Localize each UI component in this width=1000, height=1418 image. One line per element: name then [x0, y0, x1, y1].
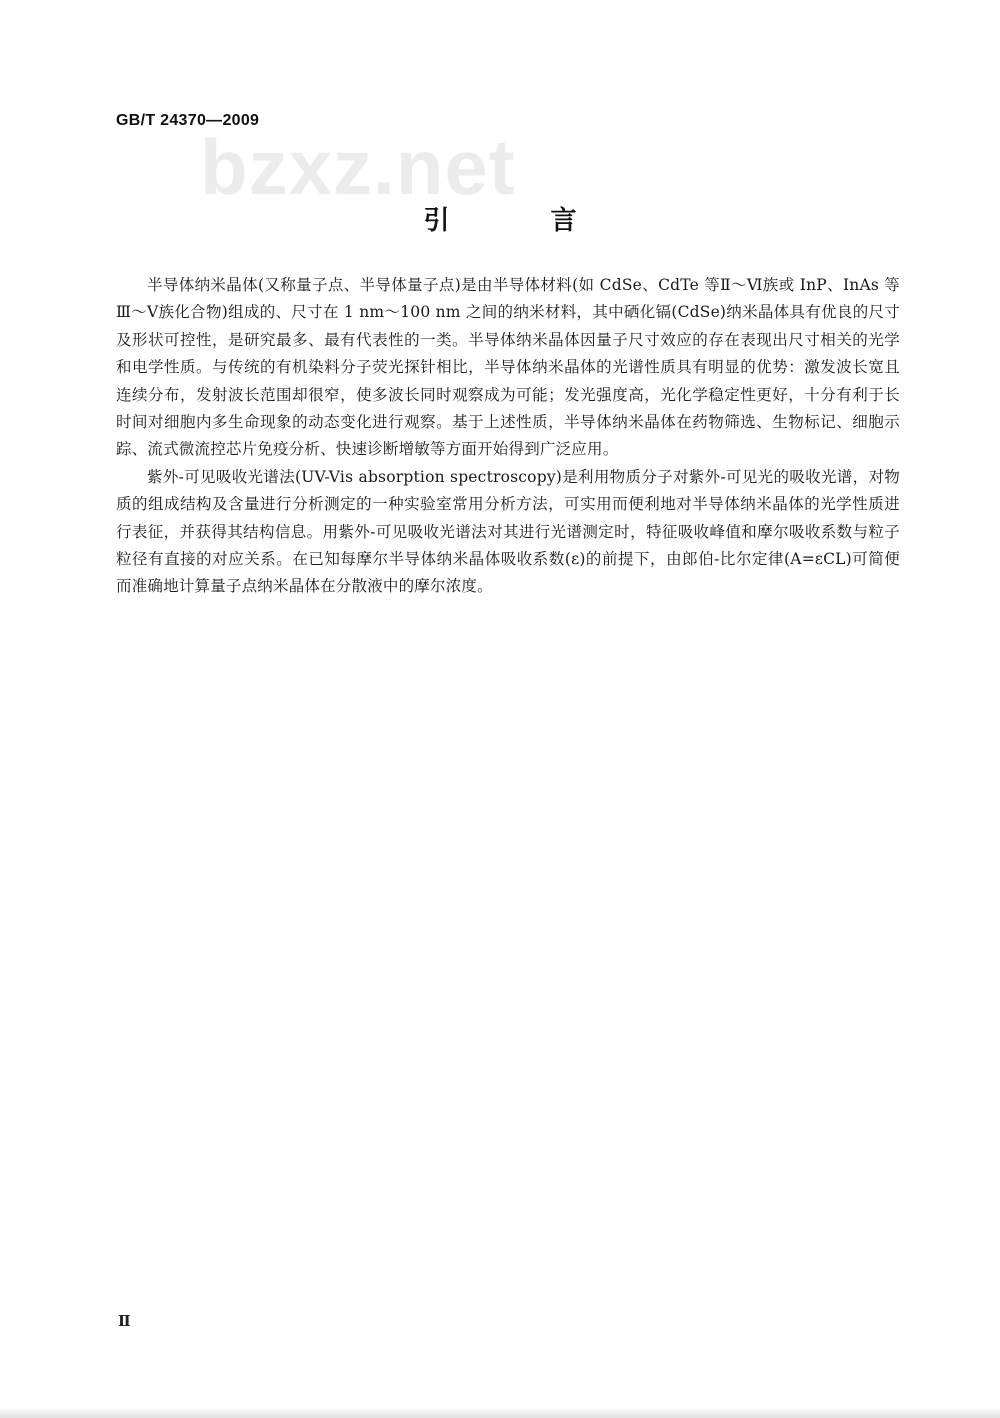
page-edge-shadow	[0, 1408, 1000, 1418]
paragraph-uv-vis-method: 紫外-可见吸收光谱法(UV-Vis absorption spectroscopy)是利用物质分子对紫外-可见光的吸收光谱，对物质的组成结构及含量进行分析测定的一种实验室常用分析方法，可实用而便利地对半导体纳米晶体的光学性质进行表征，并获得其结构信息。用紫外-可见吸收光谱法对其进行光谱测定时，特征吸收峰值和摩尔吸收系数与粒子粒径有直接的对应关系。在已知每摩尔半导体纳米晶体吸收系数(ε)的前提下，由郎伯-比尔定律(A=εCL)可简便而准确地计算量子点纳米晶体在分散液中的摩尔浓度。	[116, 467, 900, 596]
paragraph-quantum-dots: 半导体纳米晶体(又称量子点、半导体量子点)是由半导体材料(如 CdSe、CdTe 等Ⅱ～Ⅵ族或 InP、InAs 等Ⅲ～Ⅴ族化合物)组成的、尺寸在 1 nm～100 nm 之间的纳米材料，其中硒化镉(CdSe)纳米晶体具有优良的尺寸及形状可控性，是研究最多、最有代表性的一类。半导体纳米晶体因量子尺寸效应的存在表现出尺寸相关的光学和电学性质。与传统的有机染料分子荧光探针相比，半导体纳米晶体的光谱性质具有明显的优势：激发波长宽且连续分布，发射波长范围却很窄，使多波长同时观察成为可能；发光强度高，光化学稳定性更好，十分有利于长时间对细胞内多生命现象的动态变化进行观察。基于上述性质，半导体纳米晶体在药物筛选、生物标记、细胞示踪、流式微流控芯片免疫分析、快速诊断增敏等方面开始得到广泛应用。	[116, 276, 900, 459]
standard-number: GB/T 24370—2009	[116, 112, 260, 129]
introduction-body	[116, 272, 900, 601]
section-title: 引 言	[423, 206, 623, 236]
page-number: Ⅱ	[118, 1312, 131, 1330]
watermark-logo: bzxz.net	[200, 123, 516, 211]
